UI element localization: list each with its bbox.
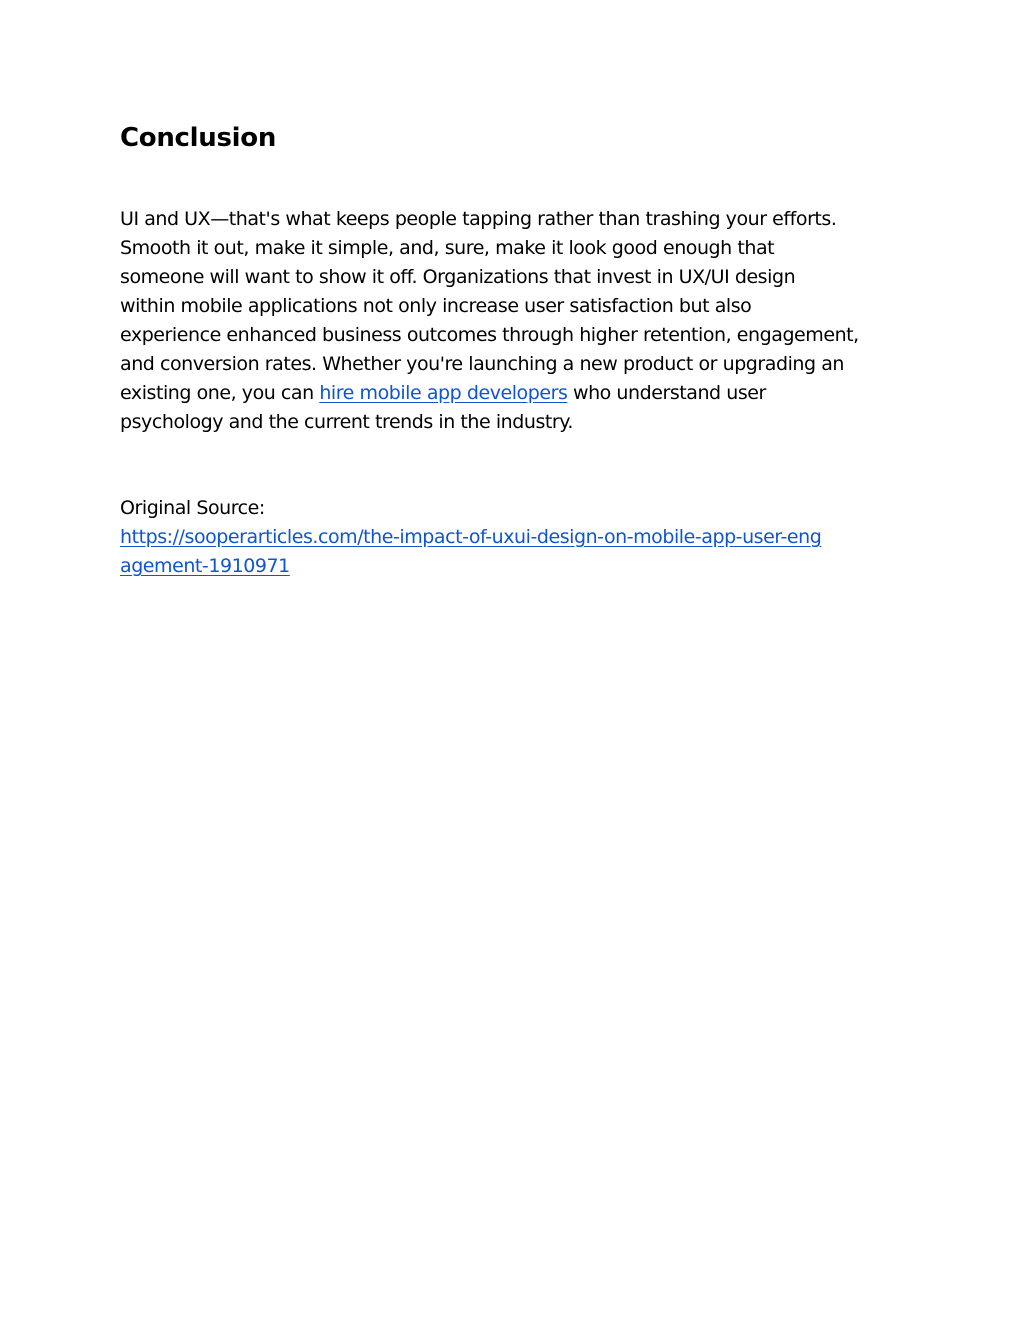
paragraph-line: Smooth it out, make it simple, and, sure, make it look good enough that xyxy=(120,237,775,259)
paragraph-line: and conversion rates. Whether you're launching a new product or upgrading an xyxy=(120,353,844,375)
source-url-line: agement-1910971 xyxy=(120,555,290,577)
hire-developers-link[interactable]: hire mobile app developers xyxy=(319,382,568,404)
source-url-line: https://sooperarticles.com/the-impact-of-uxui-design-on-mobile-app-user-eng xyxy=(120,526,822,548)
paragraph-line: within mobile applications not only increase user satisfaction but also xyxy=(120,295,752,317)
original-source-block xyxy=(120,494,910,581)
paragraph-line: psychology and the current trends in the industry. xyxy=(120,411,573,433)
paragraph-line-with-link xyxy=(120,379,910,408)
page-title: Conclusion xyxy=(120,123,277,153)
paragraph-line: UI and UX—that's what keeps people tapping rather than trashing your efforts. xyxy=(120,208,837,230)
paragraph-line: someone will want to show it off. Organizations that invest in UX/UI design xyxy=(120,266,796,288)
conclusion-paragraph xyxy=(120,205,910,437)
paragraph-line: experience enhanced business outcomes through higher retention, engagement, xyxy=(120,324,859,346)
source-label: Original Source: xyxy=(120,497,265,519)
text-after-link: who understand user xyxy=(567,382,766,404)
source-url-link[interactable] xyxy=(120,523,910,581)
text-before-link: existing one, you can xyxy=(120,382,320,404)
